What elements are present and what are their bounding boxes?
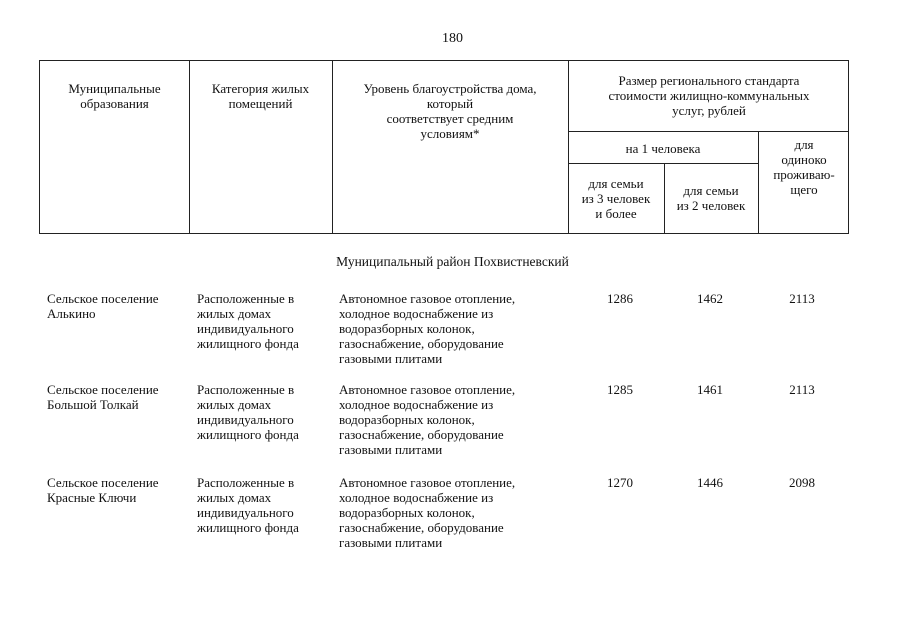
cell-single: 2113 <box>789 291 815 306</box>
header-per-person: на 1 человека <box>625 141 701 156</box>
cell-category: Расположенные в жилых домах индивидуального жилищного фонда <box>197 475 299 535</box>
cell-family2: 1461 <box>697 382 723 397</box>
header-municipal: Муниципальные образования <box>68 81 161 111</box>
cell-municipality: Сельское поселение Алькино <box>47 291 159 321</box>
header-divider <box>568 163 758 164</box>
header-level: Уровень благоустройства дома, который соответствует средним условиям* <box>363 81 537 141</box>
cell-single: 2098 <box>789 475 815 490</box>
cell-level: Автономное газовое отопление, холодное водоснабжение из водоразборных колонок, газоснабжение, оборудование газовыми плитами <box>339 382 516 457</box>
cell-level: Автономное газовое отопление, холодное водоснабжение из водоразборных колонок, газоснабжение, оборудование газовыми плитами <box>339 291 516 366</box>
page-number: 180 <box>442 31 463 46</box>
section-title: Муниципальный район Похвистневский <box>336 254 569 269</box>
cell-family2: 1446 <box>697 475 723 490</box>
header-category: Категория жилых помещений <box>211 81 310 111</box>
cell-municipality: Сельское поселение Большой Толкай <box>47 382 159 412</box>
cell-category: Расположенные в жилых домах индивидуального жилищного фонда <box>197 382 299 442</box>
cell-municipality: Сельское поселение Красные Ключи <box>47 475 159 505</box>
cell-family2: 1462 <box>697 291 723 306</box>
header-family2: для семьи из 2 человек <box>676 183 746 213</box>
cell-family3: 1285 <box>607 382 633 397</box>
cell-family3: 1270 <box>607 475 633 490</box>
header-family3: для семьи из 3 человек и более <box>581 176 651 221</box>
cell-family3: 1286 <box>607 291 633 306</box>
cell-level: Автономное газовое отопление, холодное водоснабжение из водоразборных колонок, газоснабжение, оборудование газовыми плитами <box>339 475 516 550</box>
table-header <box>39 60 849 234</box>
header-single: для одиноко проживаю- щего <box>773 137 835 197</box>
cell-category: Расположенные в жилых домах индивидуального жилищного фонда <box>197 291 299 351</box>
header-divider <box>568 131 848 132</box>
cell-single: 2113 <box>789 382 815 397</box>
header-size: Размер регионального стандарта стоимости жилищно-коммунальных услуг, рублей <box>608 73 810 118</box>
